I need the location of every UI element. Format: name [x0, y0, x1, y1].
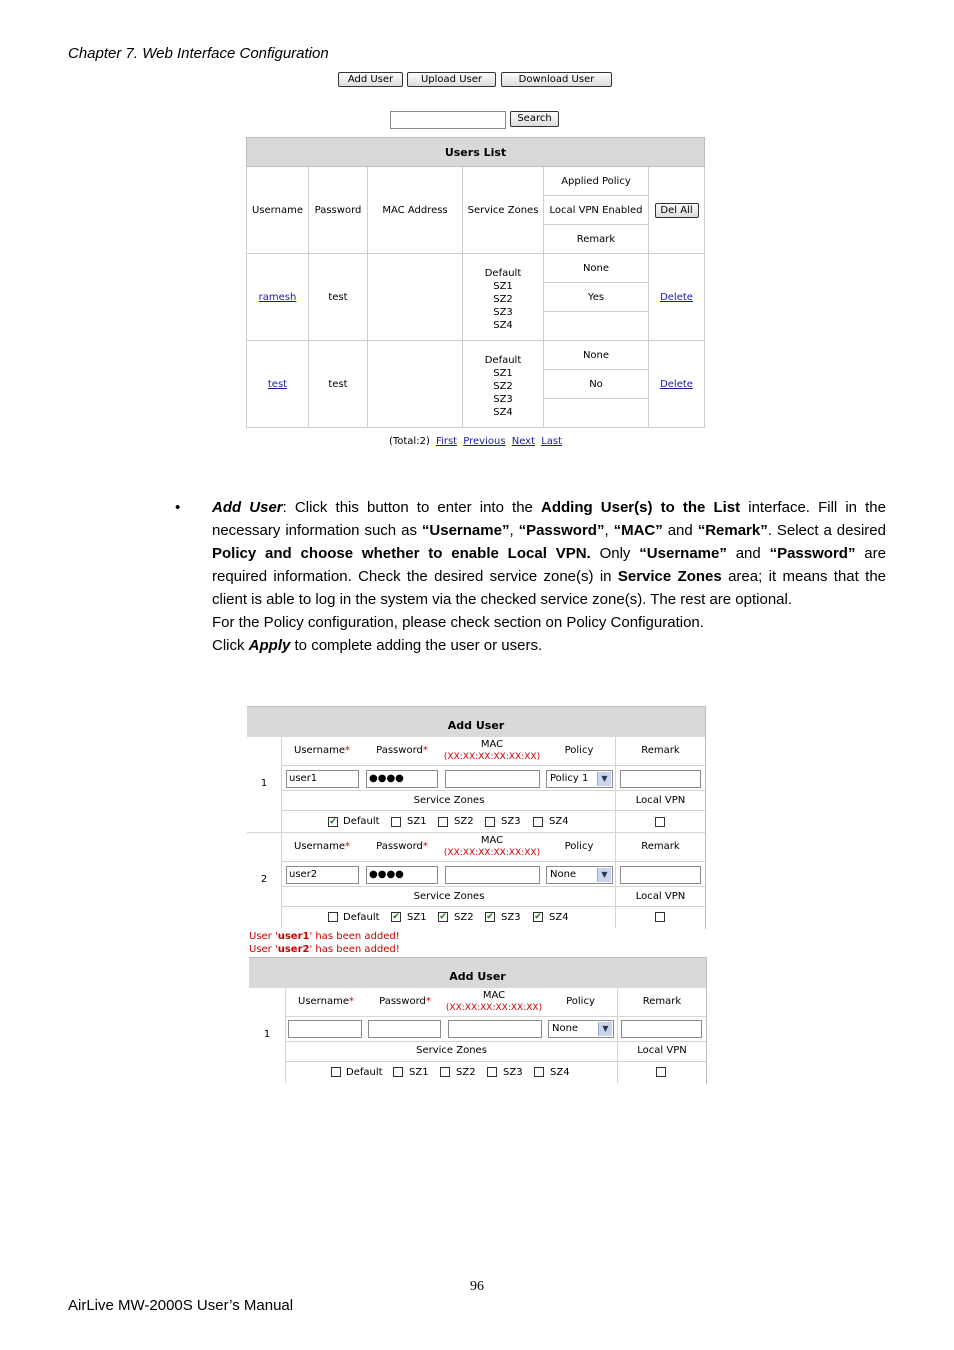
username-input[interactable]: user1: [286, 770, 359, 788]
pager-first-link[interactable]: First: [436, 436, 458, 447]
password-input[interactable]: ●●●●: [366, 770, 438, 788]
zone-checkbox-sz3[interactable]: ✔: [486, 912, 494, 922]
upload-user-button[interactable]: Upload User: [407, 72, 496, 87]
chapter-header: Chapter 7. Web Interface Configuration: [68, 45, 329, 62]
zone-checkbox-sz3[interactable]: [485, 817, 495, 827]
local-vpn-checkbox[interactable]: [656, 1067, 666, 1077]
local-vpn-label: Local VPN: [635, 795, 686, 806]
row-vpn: No: [544, 370, 649, 399]
row-remark: [544, 312, 649, 341]
username-input[interactable]: [288, 1020, 362, 1038]
mac-input[interactable]: [445, 770, 540, 788]
users-list-title: Users List: [247, 138, 705, 167]
zone-checkbox-sz2[interactable]: [440, 1067, 450, 1077]
chevron-down-icon: ▼: [597, 868, 611, 882]
add-user-form-title: Add User: [247, 707, 705, 737]
zone-checkbox-sz4[interactable]: ✔: [534, 912, 542, 922]
mac-input[interactable]: [445, 866, 540, 884]
remark-label: Remark: [642, 996, 682, 1007]
username-input[interactable]: user2: [286, 866, 359, 884]
pager-last-link[interactable]: Last: [541, 436, 563, 447]
row-policy: None: [544, 254, 649, 283]
search-input[interactable]: [390, 111, 506, 129]
service-zones-label: Service Zones: [413, 891, 485, 902]
zone-checkbox-sz4[interactable]: [534, 1067, 544, 1077]
mac-label: MAC (XX:XX:XX:XX:XX:XX): [443, 835, 541, 858]
description-paragraph: Add User: Click this button to enter into the Adding User(s) to the List interface. Fill in the necessary information such as “Username”, “Password”, “MAC” and “Remark”. Select a desired Policy and choose whether to enable Local VPN. Only “Username” and “Password” are required information. Check the desired service zone(s) in Service Zones area; it means that the client is able to log in the system via the checked service zone(s). The rest are optional.: [212, 499, 887, 608]
zone-checkbox-sz1[interactable]: ✔: [392, 912, 400, 922]
zone-checkbox-sz3[interactable]: [487, 1067, 497, 1077]
success-message: User 'user2' has been added!: [249, 944, 400, 955]
col-policy: Applied Policy: [544, 167, 649, 196]
local-vpn-checkbox[interactable]: [655, 817, 665, 827]
pager-next-link[interactable]: Next: [511, 436, 536, 447]
zone-checkbox-sz4[interactable]: [533, 817, 543, 827]
zone-checkbox-default[interactable]: [331, 1067, 341, 1077]
del-all-button[interactable]: Del All: [655, 203, 699, 218]
bullet-icon: •: [175, 499, 181, 516]
policy-note: For the Policy configuration, please check section on Policy Configuration.: [212, 614, 704, 631]
user-link-ramesh[interactable]: ramesh: [258, 291, 297, 303]
delete-link[interactable]: Delete: [660, 291, 693, 303]
local-vpn-label: Local VPN: [635, 891, 686, 902]
table-row: [247, 341, 705, 370]
remark-label: Remark: [641, 841, 680, 852]
remark-label: Remark: [641, 745, 680, 756]
service-zones-label: Service Zones: [413, 795, 485, 806]
users-list-table: [246, 137, 705, 428]
remark-input[interactable]: [620, 866, 701, 884]
col-vpn: Local VPN Enabled: [544, 196, 649, 225]
table-row: [247, 254, 705, 283]
row-policy: None: [544, 341, 649, 370]
zone-checkbox-sz1[interactable]: [393, 1067, 403, 1077]
password-label: Password*: [376, 841, 428, 852]
mac-input[interactable]: [448, 1020, 542, 1038]
entry-number: 1: [260, 778, 268, 789]
manual-title: AirLive MW-2000S User’s Manual: [68, 1297, 294, 1314]
col-remark: Remark: [544, 225, 649, 254]
username-label: Username*: [298, 996, 354, 1007]
row-mac: [368, 341, 463, 428]
entry-number: 2: [260, 874, 268, 885]
user-link-test[interactable]: test: [267, 378, 288, 390]
col-actions: [649, 167, 705, 254]
page-number: 96: [470, 1279, 484, 1294]
col-mac: MAC Address: [368, 167, 463, 254]
row-zones: Default SZ1 SZ2 SZ3 SZ4: [463, 254, 544, 341]
apply-note: Click Apply to complete adding the user or users.: [212, 637, 543, 654]
remark-input[interactable]: [621, 1020, 702, 1038]
policy-label: Policy: [564, 745, 594, 756]
row-zones: Default SZ1 SZ2 SZ3 SZ4: [463, 341, 544, 428]
zone-checkbox-sz2[interactable]: [438, 817, 448, 827]
pagination: (Total:2) First Previous Next Last: [388, 436, 563, 447]
service-zones-label: Service Zones: [416, 1045, 487, 1056]
policy-select[interactable]: Policy 1 ▼: [546, 770, 613, 788]
col-zones: Service Zones: [463, 167, 544, 254]
chevron-down-icon: ▼: [598, 1022, 612, 1036]
row-password: test: [309, 254, 368, 341]
col-username: Username: [247, 167, 309, 254]
mac-label: MAC (XX:XX:XX:XX:XX:XX): [443, 739, 541, 762]
col-password: Password: [309, 167, 368, 254]
add-user-form-title: Add User: [249, 958, 706, 988]
local-vpn-label: Local VPN: [637, 1045, 687, 1056]
delete-link[interactable]: Delete: [660, 378, 693, 390]
search-button[interactable]: Search: [510, 111, 559, 127]
policy-label: Policy: [566, 996, 595, 1007]
zone-checkbox-sz1[interactable]: [391, 817, 401, 827]
row-mac: [368, 254, 463, 341]
row-remark: [544, 399, 649, 428]
username-label: Username*: [294, 745, 350, 756]
remark-input[interactable]: [620, 770, 701, 788]
password-input[interactable]: ●●●●: [366, 866, 438, 884]
policy-select[interactable]: None ▼: [546, 866, 613, 884]
chevron-down-icon: ▼: [597, 772, 611, 786]
password-label: Password*: [376, 745, 428, 756]
password-input[interactable]: [368, 1020, 441, 1038]
pager-previous-link[interactable]: Previous: [463, 436, 506, 447]
zone-checkbox-default[interactable]: [328, 912, 338, 922]
success-message: User 'user1' has been added!: [249, 931, 400, 942]
username-label: Username*: [294, 841, 350, 852]
download-user-button[interactable]: Download User: [501, 72, 612, 87]
mac-label: MAC (XX:XX:XX:XX:XX:XX): [445, 990, 543, 1013]
zone-checkbox-sz2[interactable]: ✔: [439, 912, 447, 922]
row-vpn: Yes: [544, 283, 649, 312]
local-vpn-checkbox[interactable]: [655, 912, 665, 922]
policy-label: Policy: [564, 841, 594, 852]
row-password: test: [309, 341, 368, 428]
entry-number: 1: [263, 1029, 271, 1040]
add-user-button[interactable]: Add User: [338, 72, 403, 87]
zone-checkbox-default[interactable]: ✔: [329, 817, 337, 827]
policy-select[interactable]: None ▼: [548, 1020, 614, 1038]
password-label: Password*: [379, 996, 431, 1007]
